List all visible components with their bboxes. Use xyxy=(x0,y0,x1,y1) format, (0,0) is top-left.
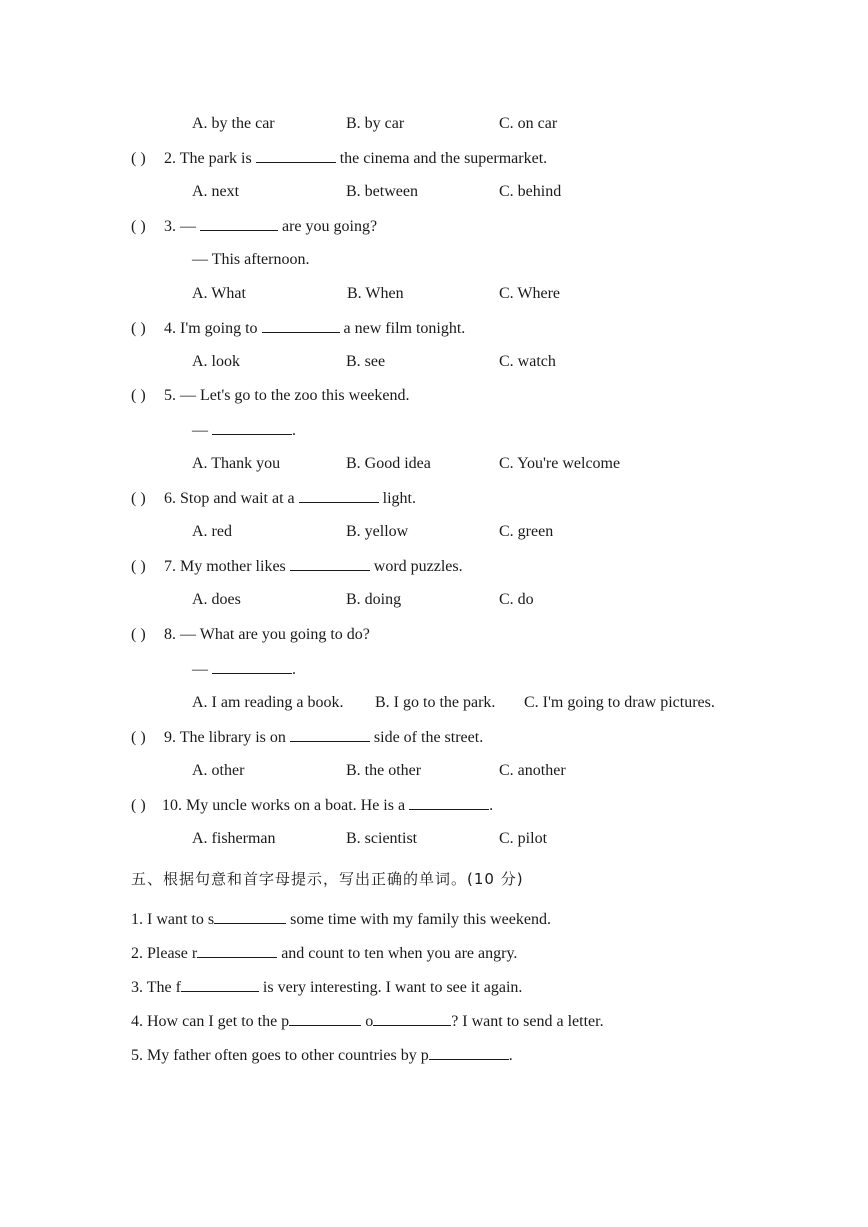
q9-option-b: B. the other xyxy=(346,762,422,779)
q5-option-c: C. You're welcome xyxy=(499,455,621,472)
answer-blank xyxy=(299,488,379,503)
q6-option-a: A. red xyxy=(192,523,232,540)
q8-reply: — . xyxy=(192,661,296,678)
answer-blank xyxy=(214,909,286,924)
q8-option-c: C. I'm going to draw pictures. xyxy=(524,694,715,711)
fill-item-4: 4. How can I get to the p o ? I want to send a letter. xyxy=(131,1013,604,1030)
q7-option-c: C. do xyxy=(499,591,534,608)
answer-blank xyxy=(262,318,340,333)
answer-blank xyxy=(429,1045,509,1060)
answer-blank xyxy=(200,216,278,231)
q10-option-c: C. pilot xyxy=(499,830,548,847)
answer-paren: ( ) xyxy=(131,320,146,337)
question-6: ( ) 6. Stop and wait at a light. xyxy=(131,490,416,507)
answer-blank xyxy=(409,795,489,810)
question-5: ( ) 5. — Let's go to the zoo this weekend. xyxy=(131,387,410,404)
answer-blank xyxy=(289,1011,361,1026)
answer-blank xyxy=(212,659,292,674)
q5-reply: — . xyxy=(192,422,296,439)
answer-blank xyxy=(212,420,292,435)
answer-blank xyxy=(181,977,259,992)
q7-option-b: B. doing xyxy=(346,591,402,608)
fill-item-3: 3. The f is very interesting. I want to see it again. xyxy=(131,979,523,996)
answer-paren: ( ) xyxy=(131,218,146,235)
q5-option-b: B. Good idea xyxy=(346,455,431,472)
fill-item-1: 1. I want to s some time with my family this weekend. xyxy=(131,911,551,928)
answer-paren: ( ) xyxy=(131,797,146,814)
answer-blank xyxy=(290,727,370,742)
q10-option-b: B. scientist xyxy=(346,830,418,847)
q5-option-a: A. Thank you xyxy=(192,455,281,472)
answer-paren: ( ) xyxy=(131,387,146,404)
q4-option-c: C. watch xyxy=(499,353,556,370)
q2-option-b: B. between xyxy=(346,183,418,200)
q9-option-c: C. another xyxy=(499,762,566,779)
q2-option-a: A. next xyxy=(192,183,240,200)
answer-blank xyxy=(197,943,277,958)
q3-option-a: A. What xyxy=(192,285,246,302)
answer-blank xyxy=(256,148,336,163)
q1-option-a: A. by the car xyxy=(192,115,275,132)
q3-option-b: B. When xyxy=(347,285,404,302)
question-7: ( ) 7. My mother likes word puzzles. xyxy=(131,558,463,575)
answer-blank xyxy=(373,1011,451,1026)
q1-option-c: C. on car xyxy=(499,115,558,132)
q10-option-a: A. fisherman xyxy=(192,830,276,847)
section-5-title: 五、根据句意和首字母提示，写出正确的单词。(10 分) xyxy=(131,870,524,888)
q6-option-c: C. green xyxy=(499,523,554,540)
question-3: ( ) 3. — are you going? xyxy=(131,218,378,235)
q3-reply: — This afternoon. xyxy=(192,251,310,268)
answer-paren: ( ) xyxy=(131,150,146,167)
q9-option-a: A. other xyxy=(192,762,245,779)
question-4: ( ) 4. I'm going to a new film tonight. xyxy=(131,320,466,337)
answer-paren: ( ) xyxy=(131,558,146,575)
answer-paren: ( ) xyxy=(131,729,146,746)
q8-option-b: B. I go to the park. xyxy=(375,694,496,711)
q7-option-a: A. does xyxy=(192,591,241,608)
fill-item-5: 5. My father often goes to other countries by p . xyxy=(131,1047,513,1064)
answer-blank xyxy=(290,556,370,571)
question-8: ( ) 8. — What are you going to do? xyxy=(131,626,370,643)
q6-option-b: B. yellow xyxy=(346,523,409,540)
answer-paren: ( ) xyxy=(131,626,146,643)
q4-option-a: A. look xyxy=(192,353,240,370)
question-2: ( ) 2. The park is the cinema and the supermarket. xyxy=(131,150,548,167)
q2-option-c: C. behind xyxy=(499,183,562,200)
q8-option-a: A. I am reading a book. xyxy=(192,694,344,711)
question-9: ( ) 9. The library is on side of the street. xyxy=(131,729,484,746)
q4-option-b: B. see xyxy=(346,353,386,370)
fill-item-2: 2. Please r and count to ten when you are angry. xyxy=(131,945,518,962)
question-10: ( ) 10. My uncle works on a boat. He is a . xyxy=(131,797,494,814)
q3-option-c: C. Where xyxy=(499,285,561,302)
answer-paren: ( ) xyxy=(131,490,146,507)
q1-option-b: B. by car xyxy=(346,115,405,132)
